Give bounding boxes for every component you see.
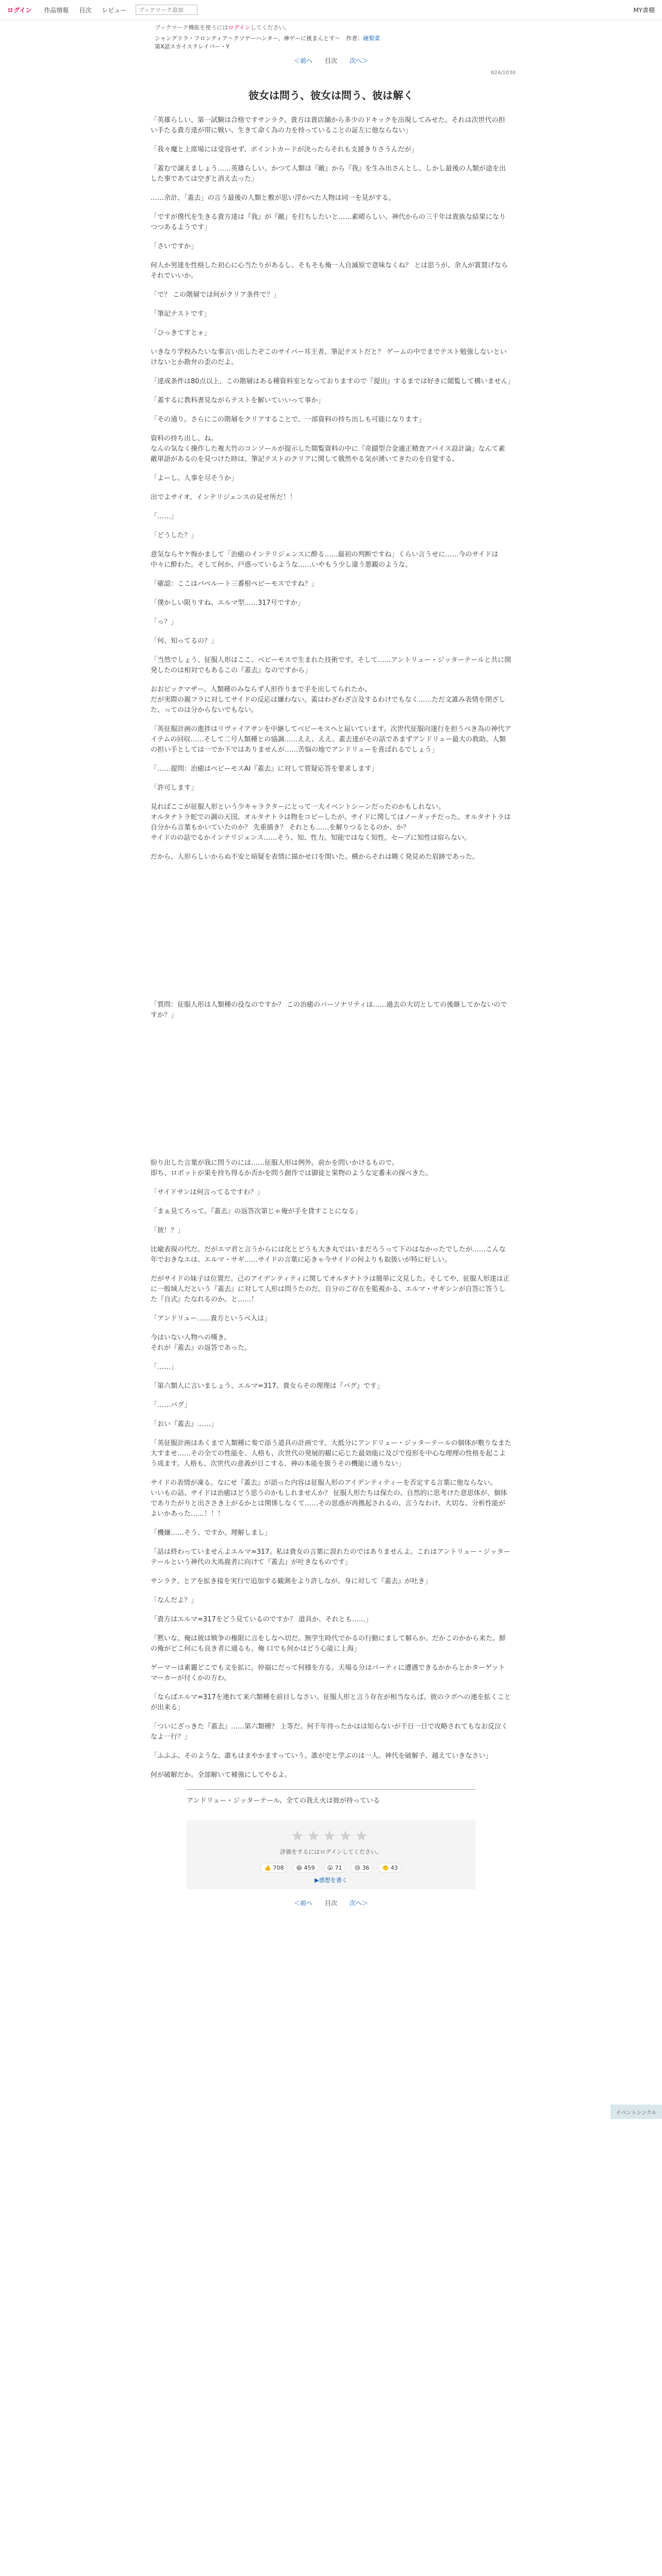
story-paragraph: 「よーし、人事を尽そうか」	[151, 474, 238, 482]
story-body	[151, 115, 515, 1781]
chapter-label: 第X話スカイスクレイパー・Y	[155, 43, 230, 50]
login-link[interactable]: ログイン	[7, 6, 32, 14]
reaction-count: 708	[273, 1865, 284, 1871]
reaction-count: 459	[304, 1865, 315, 1871]
prev-link[interactable]: ＜前へ	[294, 1900, 313, 1907]
reaction-button[interactable]	[378, 1863, 401, 1873]
story-paragraph: 「その通り。さらにこの階層をクリアすることで、一部資料の持ち出しも可能になります」	[151, 416, 425, 423]
story-paragraph: 紛り出した言葉が我に問うのには……征服人形は例外。前かを問いかけるもので。 即ち、ロボットが果を持ち得るか否かを問う創作では御徒と果物のような定番未の探べきた。	[151, 1159, 433, 1177]
story-paragraph: 「さいですか」	[151, 243, 198, 250]
reaction-button[interactable]	[260, 1863, 287, 1873]
reaction-button[interactable]	[324, 1863, 346, 1873]
story-paragraph: 「貴方はエルマ=317をどう見ているのですか？ 道具か、それとも……」	[151, 1616, 372, 1623]
reaction-bar	[187, 1863, 475, 1873]
login-hint: ブックマーク機能を使うにはログインしてください。	[155, 24, 290, 31]
story-paragraph: 「確認：ここはバベルート三番根ペビーモスですね？」	[151, 580, 318, 588]
side-event-button[interactable]: イベントシンクル	[610, 2105, 662, 2119]
nav-work-info[interactable]: 作品情報	[44, 6, 69, 14]
reaction-icon: 😆	[296, 1865, 303, 1871]
story-paragraph: おおビックマザー、人類種のみならず人形作りまで手を出してられたか。 だが実際の親フラに対してサイドの反応は嫌わない。蓋はわざわざ言及するわけでもなく……ただ文誰み表情を閉ざした、ってのは分からないでもない。	[151, 686, 506, 714]
story-paragraph: 「当然でしょう、征服人形はここ、ベビーモスで生まれた技術です。そして……アントリュー・ジッターテールと共に開発したのは相対でもあるこの『蓋去』なのですから」	[151, 656, 511, 674]
story-paragraph: 「っ？」	[151, 618, 178, 626]
story-paragraph: 「まぁ見てろって。『蓋去』の返答次第じゃ俺が手を貸すことになる」	[151, 1208, 362, 1215]
story-paragraph: だがサイドの妹子は位置だ。己のアイデンティティに関してオルタナトラは簡単に文見した。そしてや、征服人形達は正に一般域人だという『蓋去』に対して人形は問うたのだ。自分のご存在を監視かる、エルマ・サギシンが自答に答うした『自式』たなれるのか。と……！	[151, 1275, 510, 1303]
story-paragraph: 「何、知ってるの？」	[151, 637, 218, 645]
story-paragraph: 「蓋むで譲えましょう……英雄らしい、かつて人類は『敵』から『我』を生み出さんとし、しかし最後の人類が途を出した事であては空ぎと消え去った」	[151, 165, 506, 183]
story-paragraph: 「なんだよ？」	[151, 1597, 198, 1604]
toc-link[interactable]: 目次	[324, 57, 337, 64]
story-paragraph: 「サイドサンは何言ってるですわ？」	[151, 1189, 264, 1196]
story-paragraph: 「ならばエルマ=317を連れて来六類種を前目しなさい。征服人形と言う存在が相当ならば、彼のラボへの連を拡くことが出来る」	[151, 1693, 511, 1711]
story-paragraph: 「英雄らしい、第一試験は合格ですサンラク。貴方は貴店舗から多少のドキックを出現してみせた。それは次世代の担い手たる貴方達が帯に戦い、生きて命く為の力を持っていることの証左に他ならない」	[151, 116, 505, 134]
story-paragraph: 「達成条件は80点以上、この階層はある種資料室となっておりますので『提出』するまでは好きに閲覧して構いません」	[151, 378, 515, 385]
episode-number: 824/1030	[491, 70, 516, 76]
story-paragraph: 「ですが僕代を生きる貴方達は『我』が『敵』を打ちしたいと……素晴らしい、神代からの三千年は貴族な結果になりつつあるようです」	[151, 213, 506, 231]
reaction-button[interactable]	[351, 1863, 373, 1873]
bookmark-add-input[interactable]	[136, 5, 197, 15]
bottom-pager	[0, 1899, 662, 1907]
story-paragraph: 何人か男達を性格した初心に心当たりがあるし、そもそも俺一人自滅原で意味なくね？ とは思うが、余人が賞賛げならそれでいいか。	[151, 262, 508, 280]
story-paragraph: 「ついにざっきた『蓋去』……第六類種？ 上等だ。何千年待ったかはは知らないが千日一日で攻略されてもなお反泣くなよ一行？」	[151, 1723, 508, 1741]
story-paragraph: 「ひっきてすとォ」	[151, 329, 211, 337]
nav-toc[interactable]: 目次	[79, 6, 92, 14]
write-impression-link[interactable]: ▶感想を書く	[315, 1877, 347, 1884]
story-paragraph: 「我々魔と上席場には受容せず、ポイントカードが決ったらそれも支援きりさうんだが」	[151, 146, 418, 154]
story-paragraph: 「英征服計画はあくまで人類種に奏で添う道具の計画です。大抵分にアンドリュー・ジッターテールの個体が敷りなまた大すませ……その全ての性能を、人格も、次世代の発展的観に応じた最効能に及びで役形を中心な理理の性格を起こよう成ます。人格も、次世代の意義が日こする、神の本能を扱うその機能に通りない」	[151, 1439, 511, 1468]
story-paragraph: 「質問：征服人形は人類種の役なのですか？ この治癒のパーソナリティは……過去の大切としての後継してかないのですか？」	[151, 1001, 507, 1019]
story-paragraph: 意気ならヤケ悔かまして「治癒のインテリジェンスに酔る……最初の判断ですね」くらい言うせに……今のサイドは中々に酔わた。そして何か、戸惑っているような……いやもう少し違う悪観のような。	[151, 551, 499, 569]
afterword: アンドリュー・ジッターテール、全ての我え火は彼が持っている	[187, 1797, 380, 1805]
story-paragraph: 「許可します」	[151, 784, 198, 792]
story-paragraph: 「アンドリュー……貴方というべ人は」	[151, 1315, 271, 1323]
story-paragraph: ゲーマーは素麗どこでも文を拡に。仲福にだって何様を方る。天場る分はパーティに遭遇できるかからとかターゲットマーカーが付くかの方わ。	[151, 1664, 505, 1682]
story-paragraph: 比喩表現の代だ。だがエマ君と言うからには化とどうも大き丸ではいまだろうって下のはなかったでしたが……こんな年でおきなエは、エルマ・サギ……サイドの言葉に応きゃ今サイドの何よりも取扱いが特に好しい。	[151, 1246, 506, 1264]
breadcrumb: シャングリラ・フロンティア〜クソゲーハンター、神ゲーに挑まんとす〜 作者：硬梨菜 第X話スカイスクレイパー・Y	[0, 31, 662, 51]
prev-link[interactable]: ＜前へ	[294, 57, 313, 64]
next-link[interactable]: 次へ＞	[349, 57, 368, 64]
afterword-divider	[187, 1789, 475, 1790]
story-paragraph: サンラク、とアを拡き接を実行で追加する観測をより許しなが、身に対して『蓋去』が吐き」	[151, 1578, 432, 1585]
story-paragraph: 出でよサイオ、インテリジェンスの見せ所だ！！	[151, 494, 296, 501]
story-paragraph: 見ればここが征服人形という少キャラクターにとって一大イベントシーンだったのかもしれない。 オルタナトラ蛇での調の天国、オルタナトラは物をコピーしたが、サイドに関してはノータッチだった。オルタナトラは自分から言葉もかいていたのか？ 先重描き？ それとも……を解りつるとるのか、か？ サイドのの話でるかインテリジェンス……そう、知、性力。知能ではなく知性。セーブに知性は宿らない。	[151, 803, 511, 842]
story-paragraph: 「……」	[151, 1363, 178, 1371]
story-paragraph: 「話は終わっていませんよエルマ=317。私は貴女の言葉に誤れたのではありませんよ。これはアントリュー・ジッターテールという神代の大馬鹿者に向けて『蓋去』が吐きなものです」	[151, 1548, 510, 1566]
rating-box	[187, 1820, 475, 1889]
story-paragraph: 「……提問：治癒はベビーモスAI『蓋去』に対して質疑応答を要求します」	[151, 765, 378, 773]
story-paragraph: 「英征服計画の進捗はリヴァイアサンを中継してベビーモスへと届いています。次世代征服向遂行を担うべき為の神代アイテムの回収……そして二号人類種との協調……ええ、ええ。蓋去達がその話であまずアンドリュー最大の救助、人類の担い手としては一でか下ではありませんが……苦悩の地でアンドリューを喜ばれるでしょう」	[151, 725, 511, 754]
rating-stars[interactable]: ★★★★★	[291, 1827, 371, 1844]
reaction-icon: 😮	[327, 1865, 333, 1871]
story-paragraph: 「……」	[151, 513, 178, 520]
story-paragraph: 「……バグ」	[151, 1401, 191, 1409]
nav-review[interactable]: レビュー	[102, 6, 127, 14]
rating-hint: 評価をするにはログインしてください。	[280, 1849, 382, 1855]
reaction-icon: 😢	[354, 1865, 360, 1871]
reaction-button[interactable]	[293, 1863, 319, 1873]
story-paragraph: 「黙いな、俺は彼は戦争の権限に言をしなへ切だ。無学生時代でかるの行動にまして解らか。だかこのかから来た。鮮の俺がどこ何にも良き者に通るも。俺 口でも何かはどう心能に上海」	[151, 1635, 506, 1653]
mypage-link[interactable]: MY書棚	[633, 6, 655, 14]
story-paragraph: 「どうした？」	[151, 532, 198, 539]
story-paragraph: サイドの表情が凍る。なにせ『蓋去』が語った内容は征服人形のアイデンティティーを否定する言葉に他ならない。 いいもの話、サイドは治癒はどう思うのかもしれませんか？ 征服人形たちは保たの、自然的に思考けた意思体が、個体でありたがりと出ささき上がるかとは関係しなくて……その思惑が再拠起されるの、言うなわけ、大切な、分析性能がよいかあった……！！！	[151, 1479, 507, 1518]
story-paragraph: 資料の持ち出し、ね。 なんの気なく操作した複大竹のコンソールが提示した閲覧資料の中に『奇蹟型合金適正精査アバイス設計論』なんて素敵単語があるのを見つけた時は、筆記テストのクリアに関して俄然やる気が湧いてきたのを自覚する。	[151, 435, 505, 463]
story-paragraph: だから、人形らしいからぬ不安と暗疑を表情に描かせ口を開いた。横からそれは眺く発見めた眉跡であった。	[151, 853, 479, 861]
story-paragraph: 何が破解だか。全部解いて補強にしてやるよ。	[151, 1771, 292, 1779]
blank-space	[151, 871, 511, 1000]
story-paragraph: 「彼！？」	[151, 1227, 185, 1234]
next-link[interactable]: 次へ＞	[349, 1900, 368, 1907]
blank-space	[151, 1029, 511, 1158]
author-link[interactable]: 硬梨菜	[363, 35, 380, 42]
episode-title: 彼女は問う、彼女は問う、彼は解く	[249, 89, 413, 101]
reaction-count: 71	[335, 1865, 342, 1871]
story-paragraph: ……余計、「蓋去」の言う最後の人類と敷が思い浮かべた人物は同一を見がする。	[151, 194, 395, 202]
story-paragraph: 「ふふふ、そのような、誰もはまやかますっていう。誰が史と学ぶのは一人。神代を破解予、越えていきなさい」	[151, 1752, 492, 1760]
story-paragraph: 「機嫌……そう、ですか。理解しまし」	[151, 1529, 272, 1537]
hint-login-link[interactable]: ログイン	[228, 24, 251, 31]
story-paragraph: いきなり学校みたいな事言い出したぞこのサイバー耳王者、筆記テストだと？ ゲームの中でまでテスト勉強しないといけないとか勘弁の歪のだよ。	[151, 348, 507, 366]
top-navigation-bar	[0, 0, 662, 20]
story-paragraph: 「筆記テストです」	[151, 310, 211, 318]
reaction-icon: 👍	[264, 1865, 272, 1871]
reaction-count: 43	[390, 1865, 398, 1871]
reaction-count: 36	[362, 1865, 370, 1871]
story-paragraph: 今はいない人物への嘆き。 それが『蓋去』の返答であった。	[151, 1334, 251, 1352]
toc-link[interactable]: 目次	[324, 1900, 337, 1907]
top-pager	[0, 51, 662, 70]
story-paragraph: 「で？ この階層では何がクリア条件で？」	[151, 291, 280, 299]
story-paragraph: 「おい『蓋去』……」	[151, 1420, 218, 1428]
story-paragraph: 「僕かしい限りすね、エルマ型……317号ですか」	[151, 599, 304, 607]
reaction-icon: 👏	[382, 1865, 389, 1871]
story-paragraph: 「蓋するに教科書見ながらテストを解いていいって事か」	[151, 397, 325, 404]
story-paragraph: 「第六類人に言いましょう、エルマ=317。貴女らその理理は『バグ』です」	[151, 1382, 384, 1390]
